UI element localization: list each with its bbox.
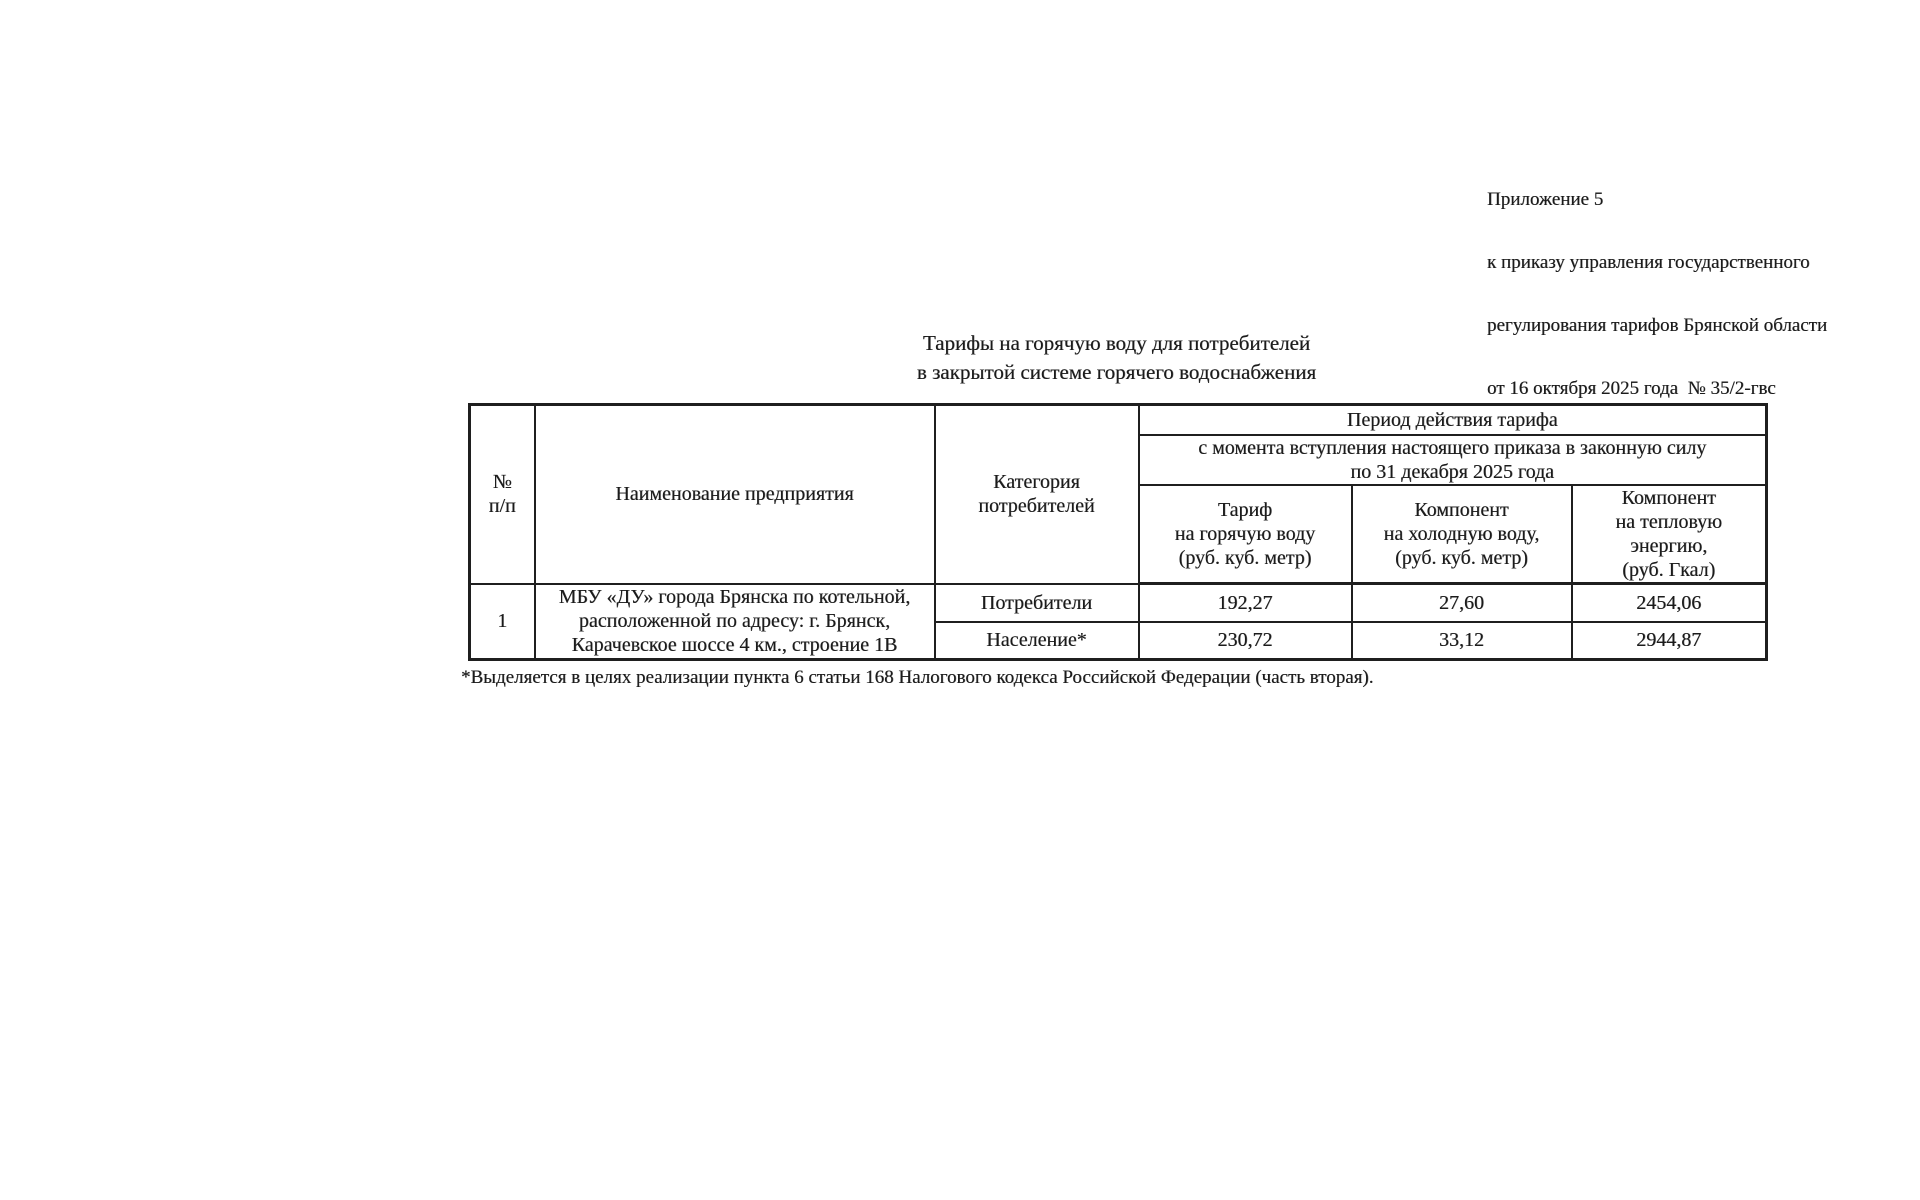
appendix-line-4: от 16 октября 2025 года № 35/2-гвс [1487, 378, 1776, 399]
tariff-table [468, 403, 1768, 661]
table-row [470, 584, 1767, 622]
appendix-header [1487, 147, 1827, 441]
header-cell-row-number [470, 405, 535, 584]
tariff-hot-line-3: (руб. куб. метр) [1178, 546, 1312, 569]
header-category-line-2: потребителей [978, 495, 1095, 518]
header-num-line-1: № [492, 471, 512, 494]
cell-category-consumers: Потребители [935, 584, 1139, 622]
cell-hot-water-consumers: 192,27 [1139, 584, 1352, 622]
tariff-hot-line-1: Тариф [1217, 498, 1273, 521]
enterprise-line-3: Карачевское шоссе 4 км., строение 1В [571, 634, 898, 657]
page-title-line-1: Тарифы на горячую воду для потребителей [922, 331, 1311, 355]
header-cell-component-cold-water [1352, 485, 1572, 584]
component-cold-line-2: на холодную воду, [1383, 522, 1540, 545]
header-num-line-2: п/п [488, 495, 516, 518]
component-heat-line-3: энергию, [1630, 534, 1708, 557]
footnote: *Выделяется в целях реализации пункта 6 статьи 168 Налогового кодекса Российской Федерации (часть вторая). [461, 667, 1374, 688]
appendix-line-2: к приказу управления государственного [1487, 252, 1810, 273]
appendix-line-3: регулирования тарифов Брянской области [1487, 315, 1828, 336]
component-cold-line-3: (руб. куб. метр) [1395, 546, 1528, 569]
header-cell-component-heat [1572, 485, 1767, 584]
period-range-line-1: с момента вступления настоящего приказа в законную силу [1198, 436, 1707, 459]
header-category-line-1: Категория [993, 471, 1080, 494]
component-heat-line-1: Компонент [1621, 486, 1716, 509]
cell-cold-water-consumers: 27,60 [1352, 584, 1572, 622]
header-cell-period-range [1139, 435, 1767, 485]
cell-heat-consumers: 2454,06 [1572, 584, 1767, 622]
header-cell-enterprise: Наименование предприятия [535, 405, 935, 584]
page-title-line-2: в закрытой системе горячего водоснабжения [916, 360, 1317, 384]
appendix-line-1: Приложение 5 [1487, 189, 1604, 210]
enterprise-line-1: МБУ «ДУ» города Брянска по котельной, [558, 586, 911, 609]
component-cold-line-1: Компонент [1414, 498, 1509, 521]
component-heat-line-4: (руб. Гкал) [1622, 558, 1716, 581]
tariff-hot-line-2: на горячую воду [1174, 522, 1316, 545]
cell-hot-water-population: 230,72 [1139, 622, 1352, 660]
cell-enterprise [535, 584, 935, 660]
header-cell-period-title: Период действия тарифа [1139, 405, 1767, 435]
component-heat-line-2: на тепловую [1615, 510, 1723, 533]
cell-cold-water-population: 33,12 [1352, 622, 1572, 660]
header-cell-category [935, 405, 1139, 584]
cell-row-number: 1 [470, 584, 535, 660]
enterprise-line-2: расположенной по адресу: г. Брянск, [578, 610, 891, 633]
header-cell-tariff-hot-water [1139, 485, 1352, 584]
cell-category-population: Население* [935, 622, 1139, 660]
cell-heat-population: 2944,87 [1572, 622, 1767, 660]
page-title [468, 329, 1765, 387]
period-range-line-2: по 31 декабря 2025 года [1350, 460, 1555, 483]
